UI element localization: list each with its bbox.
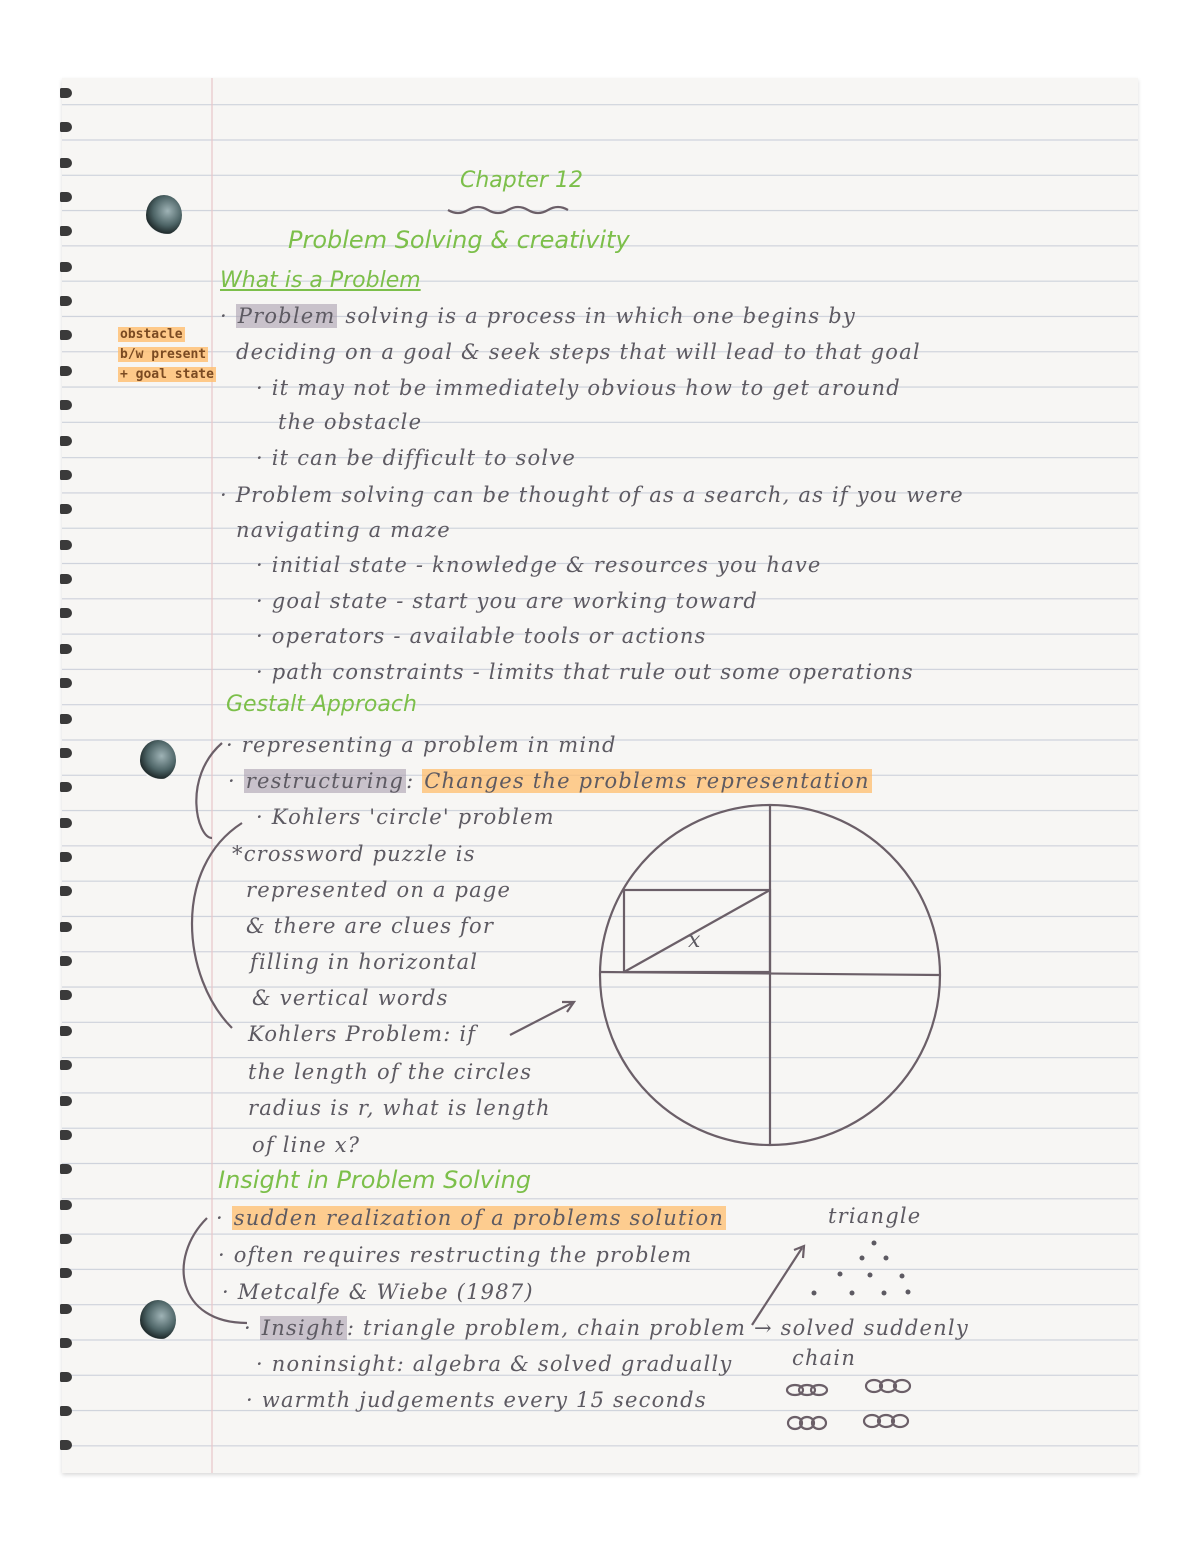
kohler-title: · Kohlers 'circle' problem (256, 805, 555, 829)
punch-hole (140, 740, 176, 780)
list-item: · path constraints - limits that rule out some operations (256, 660, 914, 684)
chain-label: chain (792, 1346, 857, 1370)
kohler-problem-line: radius is r, what is length (248, 1096, 551, 1120)
crossword-line: filling in horizontal (250, 950, 479, 974)
crossword-line: *crossword puzzle is (232, 842, 476, 866)
punch-hole (146, 195, 182, 235)
arrow-to-circle (510, 1002, 574, 1035)
search-point: · Problem solving can be thought of as a search, as if you were (220, 483, 964, 507)
punch-hole (140, 1300, 176, 1340)
kohler-problem-line: of line x? (252, 1133, 361, 1157)
problem-keyword: Problem (237, 304, 336, 328)
kohler-circle-diagram (600, 805, 940, 1145)
diagram-x-label: x (688, 928, 701, 953)
arrow-to-triangle (752, 1246, 804, 1325)
section-heading-gestalt: Gestalt Approach (226, 692, 417, 717)
search-point-cont: navigating a maze (236, 518, 451, 542)
restructuring-line: · restructuring: Changes the problems representation (228, 769, 870, 793)
restructuring-keyword: restructuring (245, 769, 405, 793)
triangle-label: triangle (828, 1204, 922, 1228)
crossword-line: & there are clues for (246, 914, 495, 938)
curved-arrow-insight (184, 1218, 247, 1323)
list-item: · operators - available tools or actions (256, 624, 707, 648)
problem-definition-line1: · Problem solving is a process in which one begins by (220, 304, 856, 328)
section-heading-insight: Insight in Problem Solving (218, 1166, 532, 1194)
sub-point: · it can be difficult to solve (256, 446, 576, 470)
kohler-problem-line: Kohlers Problem: if (248, 1022, 477, 1046)
insight-sub-point: · Insight: triangle problem, chain problem → solved suddenly (244, 1316, 969, 1340)
list-item: · goal state - start you are working toward (256, 589, 759, 613)
noninsight-point: · noninsight: algebra & solved gradually (256, 1352, 733, 1376)
chain-links (787, 1380, 910, 1429)
insight-point: · often requires restructing the problem (218, 1243, 693, 1267)
warmth-point: · warmth judgements every 15 seconds (246, 1388, 707, 1412)
insight-point: · Metcalfe & Wiebe (1987) (222, 1280, 534, 1304)
crossword-line: represented on a page (246, 878, 512, 902)
sub-point-cont: the obstacle (278, 410, 423, 434)
chapter-title: Chapter 12 (460, 168, 583, 193)
page-title: Problem Solving & creativity (288, 226, 630, 254)
sub-point: · it may not be immediately obvious how to get around (256, 376, 901, 400)
insight-point: · sudden realization of a problems solution (216, 1206, 725, 1230)
restructuring-definition: Changes the problems representation (424, 769, 870, 793)
kohler-problem-line: the length of the circles (248, 1060, 533, 1084)
insight-keyword: Insight (261, 1316, 345, 1340)
crossword-line: & vertical words (252, 986, 449, 1010)
problem-definition-line2: deciding on a goal & seek steps that will lead to that goal (236, 340, 921, 364)
section-heading-problem: What is a Problem (220, 268, 421, 293)
list-item: · initial state - knowledge & resources you have (256, 553, 822, 577)
curved-arrow-left (196, 743, 222, 838)
chapter-wavy-underline (448, 207, 568, 213)
triangle-dots (812, 1241, 911, 1296)
gestalt-point: · representing a problem in mind (226, 733, 617, 757)
